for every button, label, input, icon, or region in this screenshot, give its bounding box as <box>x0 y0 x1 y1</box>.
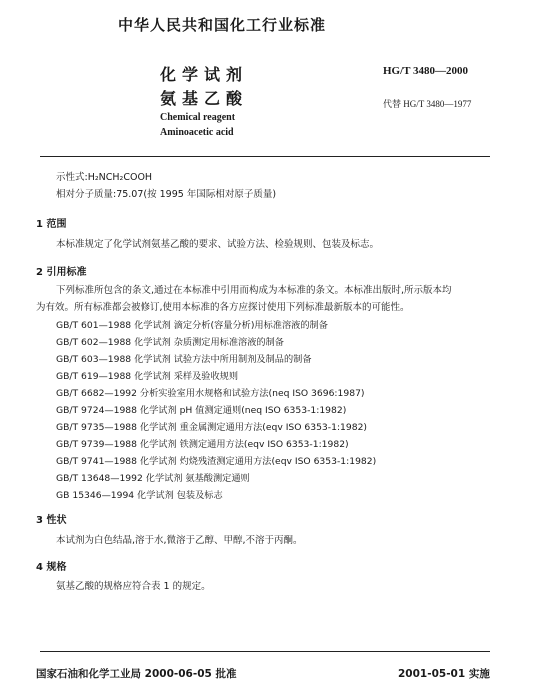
references-intro-line1: 下列标准所包含的条文,通过在本标准中引用而构成为本标准的条文。本标准出版时,所示版本均 <box>56 285 452 296</box>
reference-item: GB/T 9741—1988 化学试剂 灼烧残渣测定通用方法(eqv ISO 6353-1:1982) <box>56 456 377 467</box>
replaces-standard: 代替 HG/T 3480—1977 <box>383 99 472 109</box>
references-intro-line2: 为有效。所有标准都会被修订,使用本标准的各方应探讨使用下列标准最新版本的可能性。 <box>36 302 410 313</box>
reference-item: GB/T 9735—1988 化学试剂 重金属测定通用方法(eqv ISO 6353-1:1982) <box>56 422 368 433</box>
scope-text: 本标准规定了化学试剂氨基乙酸的要求、试验方法、检验规则、包装及标志。 <box>56 239 380 250</box>
molecular-mass: 相对分子质量:75.07(按 1995 年国际相对原子质量) <box>56 189 277 200</box>
reference-item: GB/T 619—1988 化学试剂 采样及验收规则 <box>56 371 239 382</box>
standard-title-cn-line2: 氨基乙酸 <box>160 89 249 108</box>
section-heading-specification: 4 规格 <box>36 562 67 573</box>
reference-item: GB 15346—1994 化学试剂 包装及标志 <box>56 490 223 501</box>
reference-item: GB/T 601—1988 化学试剂 滴定分析(容量分析)用标准溶液的制备 <box>56 320 328 331</box>
approval-date: 国家石油和化学工业局 2000-06-05 批准 <box>36 668 237 680</box>
standard-title-en-line2: Aminoacetic acid <box>160 127 234 138</box>
standard-title-cn-line1: 化学试剂 <box>160 65 249 84</box>
reference-item: GB/T 603—1988 化学试剂 试验方法中所用制剂及制品的制备 <box>56 354 312 365</box>
specification-text: 氨基乙酸的规格应符合表 1 的规定。 <box>56 581 211 592</box>
reference-item: GB/T 602—1988 化学试剂 杂质测定用标准溶液的制备 <box>56 337 284 348</box>
industry-standard-title: 中华人民共和国化工行业标准 <box>118 16 327 34</box>
structural-formula: 示性式:H₂NCH₂COOH <box>56 172 153 183</box>
standard-number: HG/T 3480—2000 <box>383 65 469 77</box>
effective-date: 2001-05-01 实施 <box>398 668 490 680</box>
reference-item: GB/T 9739—1988 化学试剂 铁测定通用方法(eqv ISO 6353-1:1982) <box>56 439 349 450</box>
footer-divider <box>40 651 490 652</box>
standard-title-en-line1: Chemical reagent <box>160 112 236 123</box>
section-heading-scope: 1 范围 <box>36 219 67 230</box>
properties-text: 本试剂为白色结晶,溶于水,微溶于乙醇、甲醇,不溶于丙酮。 <box>56 535 303 546</box>
reference-item: GB/T 13648—1992 化学试剂 氨基酸测定通则 <box>56 473 250 484</box>
header-divider <box>40 156 490 157</box>
section-heading-properties: 3 性状 <box>36 515 67 526</box>
reference-item: GB/T 6682—1992 分析实验室用水规格和试验方法(neq ISO 3696:1987) <box>56 388 365 399</box>
section-heading-references: 2 引用标准 <box>36 267 87 278</box>
reference-item: GB/T 9724—1988 化学试剂 pH 值测定通则(neq ISO 6353-1:1982) <box>56 405 347 416</box>
